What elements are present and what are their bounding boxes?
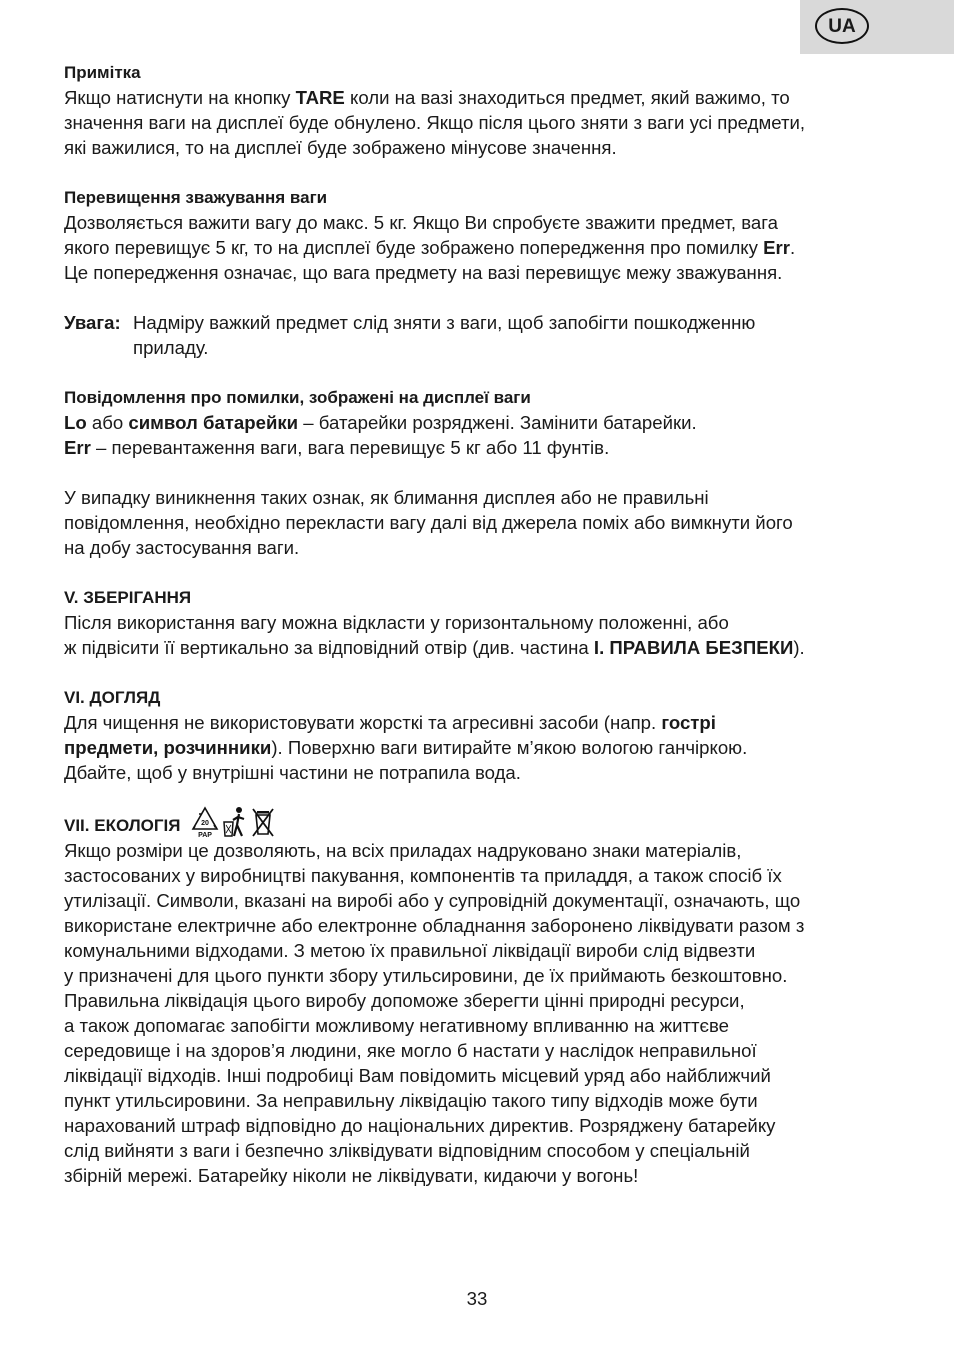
note-heading: Примітка (64, 63, 141, 82)
ecology-section (64, 808, 894, 1188)
language-tab (800, 0, 954, 54)
crossed-bin-icon (250, 806, 276, 838)
errors-heading: Повідомлення про помилки, зображені на дисплеї ваги (64, 388, 531, 407)
overload-line: якого перевищує 5 кг, то на дисплеї буде зображено попередження про помилку Err. (64, 237, 796, 258)
care-heading: VI. ДОГЛЯД (64, 688, 161, 707)
overload-section (64, 185, 894, 285)
storage-section (64, 585, 894, 660)
interference-line: У випадку виникнення таких ознак, як блимання дисплея або не правильні (64, 487, 709, 508)
ecology-heading-row (64, 808, 894, 838)
warning-label: Увага: (64, 312, 121, 333)
ecology-line: використане електричне або електронне обладнання заборонено ліквідувати разом з (64, 915, 805, 936)
ecology-line: нарахований штраф відповідно до національних директив. Розряджену батарейку (64, 1115, 776, 1136)
error-err-line: Err – перевантаження ваги, вага перевищує 5 кг або 11 фунтів. (64, 437, 610, 458)
ecology-line: збірній мережі. Батарейку ніколи не ліквідувати, кидаючи у вогонь! (64, 1165, 639, 1186)
language-badge: UA (815, 8, 869, 44)
interference-line: повідомлення, необхідно перекласти вагу далі від джерела поміх або вимкнути його (64, 512, 793, 533)
svg-text:20: 20 (201, 820, 210, 827)
svg-text:PAP: PAP (198, 832, 213, 838)
error-lo-line: Lo або символ батарейки – батарейки розряджені. Замінити батарейки. (64, 412, 697, 433)
overload-line: Це попередження означає, що вага предмету на вазі перевищує межу зважування. (64, 262, 783, 283)
document-body (64, 60, 894, 1188)
ecology-line: утилізації. Символи, вказані на виробі або у супровідній документації, означають, що (64, 890, 801, 911)
tidyman-bin-icon (222, 806, 248, 838)
warning-text: Надміру важкий предмет слід зняти з ваги, щоб запобігти пошкодженню (133, 312, 756, 333)
note-section (64, 60, 894, 160)
ecology-line: ліквідації відходів. Інші подробиці Вам повідомить місцевий уряд або найближчий (64, 1065, 771, 1086)
care-line: Для чищення не використовувати жорсткі та агресивні засоби (напр. гострі (64, 712, 716, 733)
ecology-icons (190, 806, 276, 838)
care-section (64, 685, 894, 785)
ecology-line: Якщо розміри це дозволяють, на всіх приладах надруковано знаки матеріалів, (64, 840, 742, 861)
storage-line: ж підвісити її вертикально за відповідний отвір (див. частина I. ПРАВИЛА БЕЗПЕКИ). (64, 637, 805, 658)
ecology-line: середовище і на здоров’я людини, яке могло б настати у наслідок неправильної (64, 1040, 757, 1061)
ecology-line: застосованих у виробництві пакування, компонентів та приладдя, а також спосіб їх (64, 865, 782, 886)
interference-section (64, 485, 894, 560)
ecology-line: у призначені для цього пункти збору утильсировини, де їх приймають безкоштовно. (64, 965, 788, 986)
ecology-heading: VII. ЕКОЛОГІЯ (64, 816, 181, 835)
note-line: значення ваги на дисплеї буде обнулено. Якщо після цього зняти з ваги усі предмети, (64, 112, 806, 133)
note-line: Якщо натиснути на кнопку TARE коли на вазі знаходиться предмет, який важимо, то (64, 87, 790, 108)
ecology-line: пункт утильсировини. За неправильну ліквідацію такого типу відходів може бути (64, 1090, 758, 1111)
ecology-line: а також допомагає запобігти можливому негативному впливанню на життєве (64, 1015, 730, 1036)
interference-line: на добу застосування ваги. (64, 537, 300, 558)
storage-heading: V. ЗБЕРІГАННЯ (64, 588, 192, 607)
ecology-line: Правильна ліквідація цього виробу допоможе зберегти цінні природні ресурси, (64, 990, 745, 1011)
ecology-line: комунальними відходами. З метою їх правильної ліквідації вироби слід відвезти (64, 940, 756, 961)
recycle-pap-icon (190, 806, 220, 838)
page-number: 33 (466, 1288, 488, 1309)
storage-line: Після використання вагу можна відкласти у горизонтальному положенні, або (64, 612, 729, 633)
overload-line: Дозволяється важити вагу до макс. 5 кг. Якщо Ви спробуєте зважити предмет, вага (64, 212, 778, 233)
warning-block (64, 310, 894, 360)
care-line: предмети, розчинники). Поверхню ваги витирайте м’якою вологою ганчіркою. (64, 737, 748, 758)
overload-heading: Перевищення зважування ваги (64, 188, 328, 207)
errors-section (64, 385, 894, 460)
ecology-line: слід вийняти з ваги і безпечно зліквідувати відповідним способом у спеціальній (64, 1140, 750, 1161)
warning-text: приладу. (133, 337, 209, 358)
care-line: Дбайте, щоб у внутрішні частини не потрапила вода. (64, 762, 521, 783)
note-line: які важилися, то на дисплеї буде зображено мінусове значення. (64, 137, 617, 158)
